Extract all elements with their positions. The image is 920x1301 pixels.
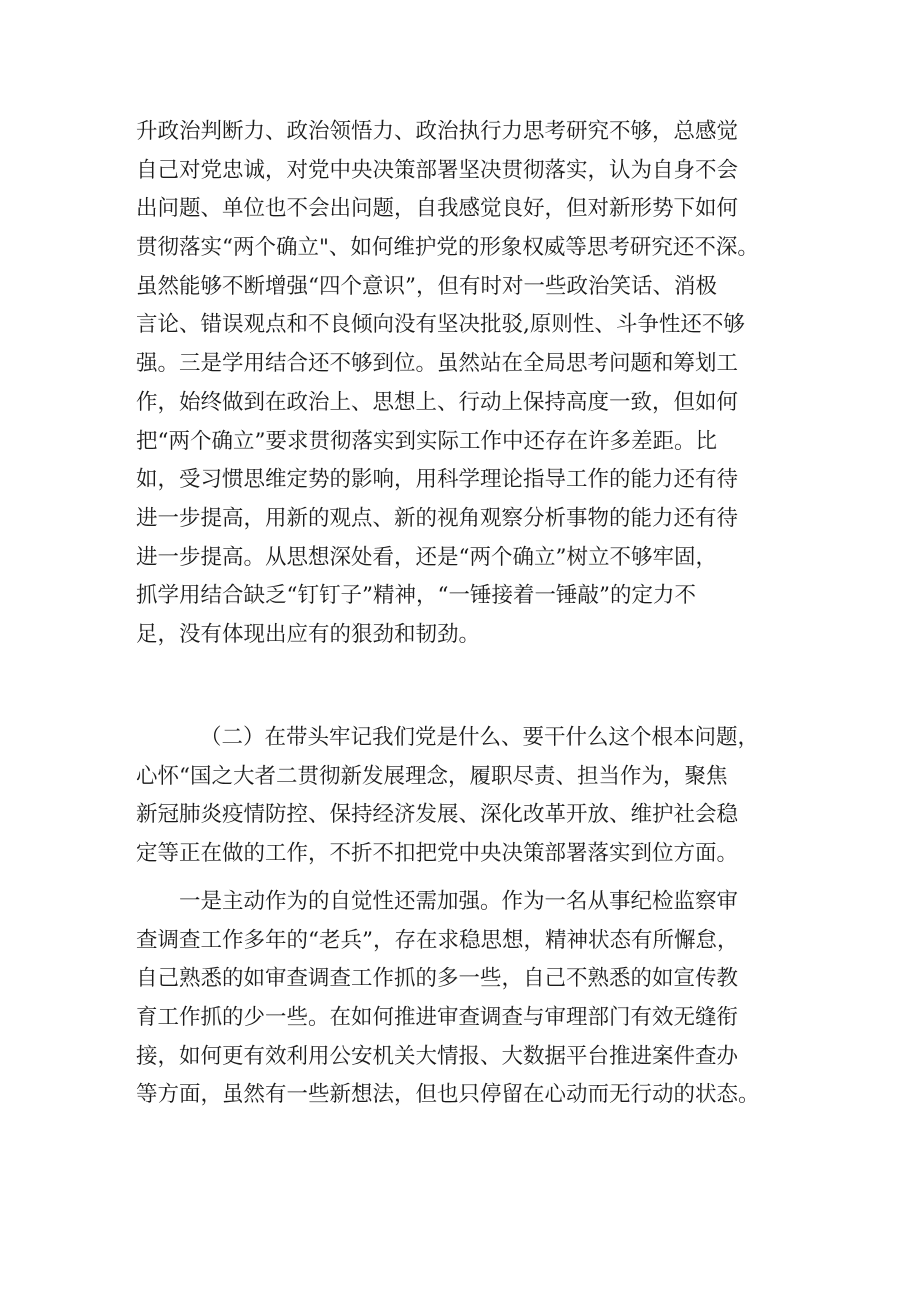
text-line: 升政治判断力、政治领悟力、政治执行力思考研究不够，总感觉 [136,119,739,144]
text-line: 贯彻落实“两个确立"、如何维护党的形象权威等思考研究还不深。 [136,235,759,261]
text-line: 接，如何更有效利用公安机关大情报、大数据平台推进案件查办 [136,1043,739,1069]
text-line: 查调查工作多年的“老兵”，存在求稳思想，精神状态有所懈怠， [136,927,739,953]
text-line: 把“两个确立”要求贯彻落实到实际工作中还存在许多差距。比 [136,428,717,454]
text-line: 进一步提高，用新的观点、新的视角观察分析事物的能力还有待 [136,505,739,531]
text-line: 新冠肺炎疫情防控、保持经济发展、深化改革开放、维护社会稳 [136,802,739,828]
text-line: 言论、错误观点和不良倾向没有坚决批驳,原则性、斗争性还不够 [136,312,745,338]
text-line: 自己熟悉的如审查调查工作抓的多一些，自己不熟悉的如宣传教 [136,966,739,992]
text-line: 作，始终做到在政治上、思想上、行动上保持高度一致，但如何 [136,389,739,415]
text-line: 育工作抓的少一些。在如何推进审查调查与审理部门有效无缝衔 [136,1005,739,1031]
paragraph-1 [136,113,796,655]
text-line: 抓学用结合缺乏“钉钉子”精神，“一锤接着一锤敲”的定力不 [136,583,696,609]
text-line: 如，受习惯思维定势的影响，用科学理论指导工作的能力还有待 [136,467,739,493]
text-line: 心怀“国之大者二贯彻新发展理念，履职尽责、担当作为，聚焦 [136,763,728,789]
text-line: 定等正在做的工作，不折不扣把党中央决策部署落实到位方面。 [136,841,739,867]
paragraph-3 [136,883,796,1115]
text-line: 一是主动作为的自觉性还需加强。作为一名从事纪检监察审 [179,889,739,914]
text-line: 足，没有体现出应有的狠劲和韧劲。 [136,621,481,647]
text-line: 进一步提高。从思想深处看，还是“两个确立”树立不够牢固， [136,544,717,570]
text-line: 虽然能够不断增强“四个意识”，但有时对一些政治笑话、消极 [136,273,717,299]
text-line: 等方面，虽然有一些新想法，但也只停留在心动而无行动的状态。 [136,1082,760,1108]
text-line: 强。三是学用结合还不够到位。虽然站在全局思考问题和筹划工 [136,351,739,377]
text-line: 自己对党忠诚，对党中央决策部署坚决贯彻落实，认为自身不会 [136,157,739,183]
section-heading-line: （二）在带头牢记我们党是什么、要干什么这个根本问题， [200,725,760,750]
paragraph-2 [136,719,796,874]
text-line: 出问题、单位也不会出问题，自我感觉良好，但对新形势下如何 [136,196,739,222]
